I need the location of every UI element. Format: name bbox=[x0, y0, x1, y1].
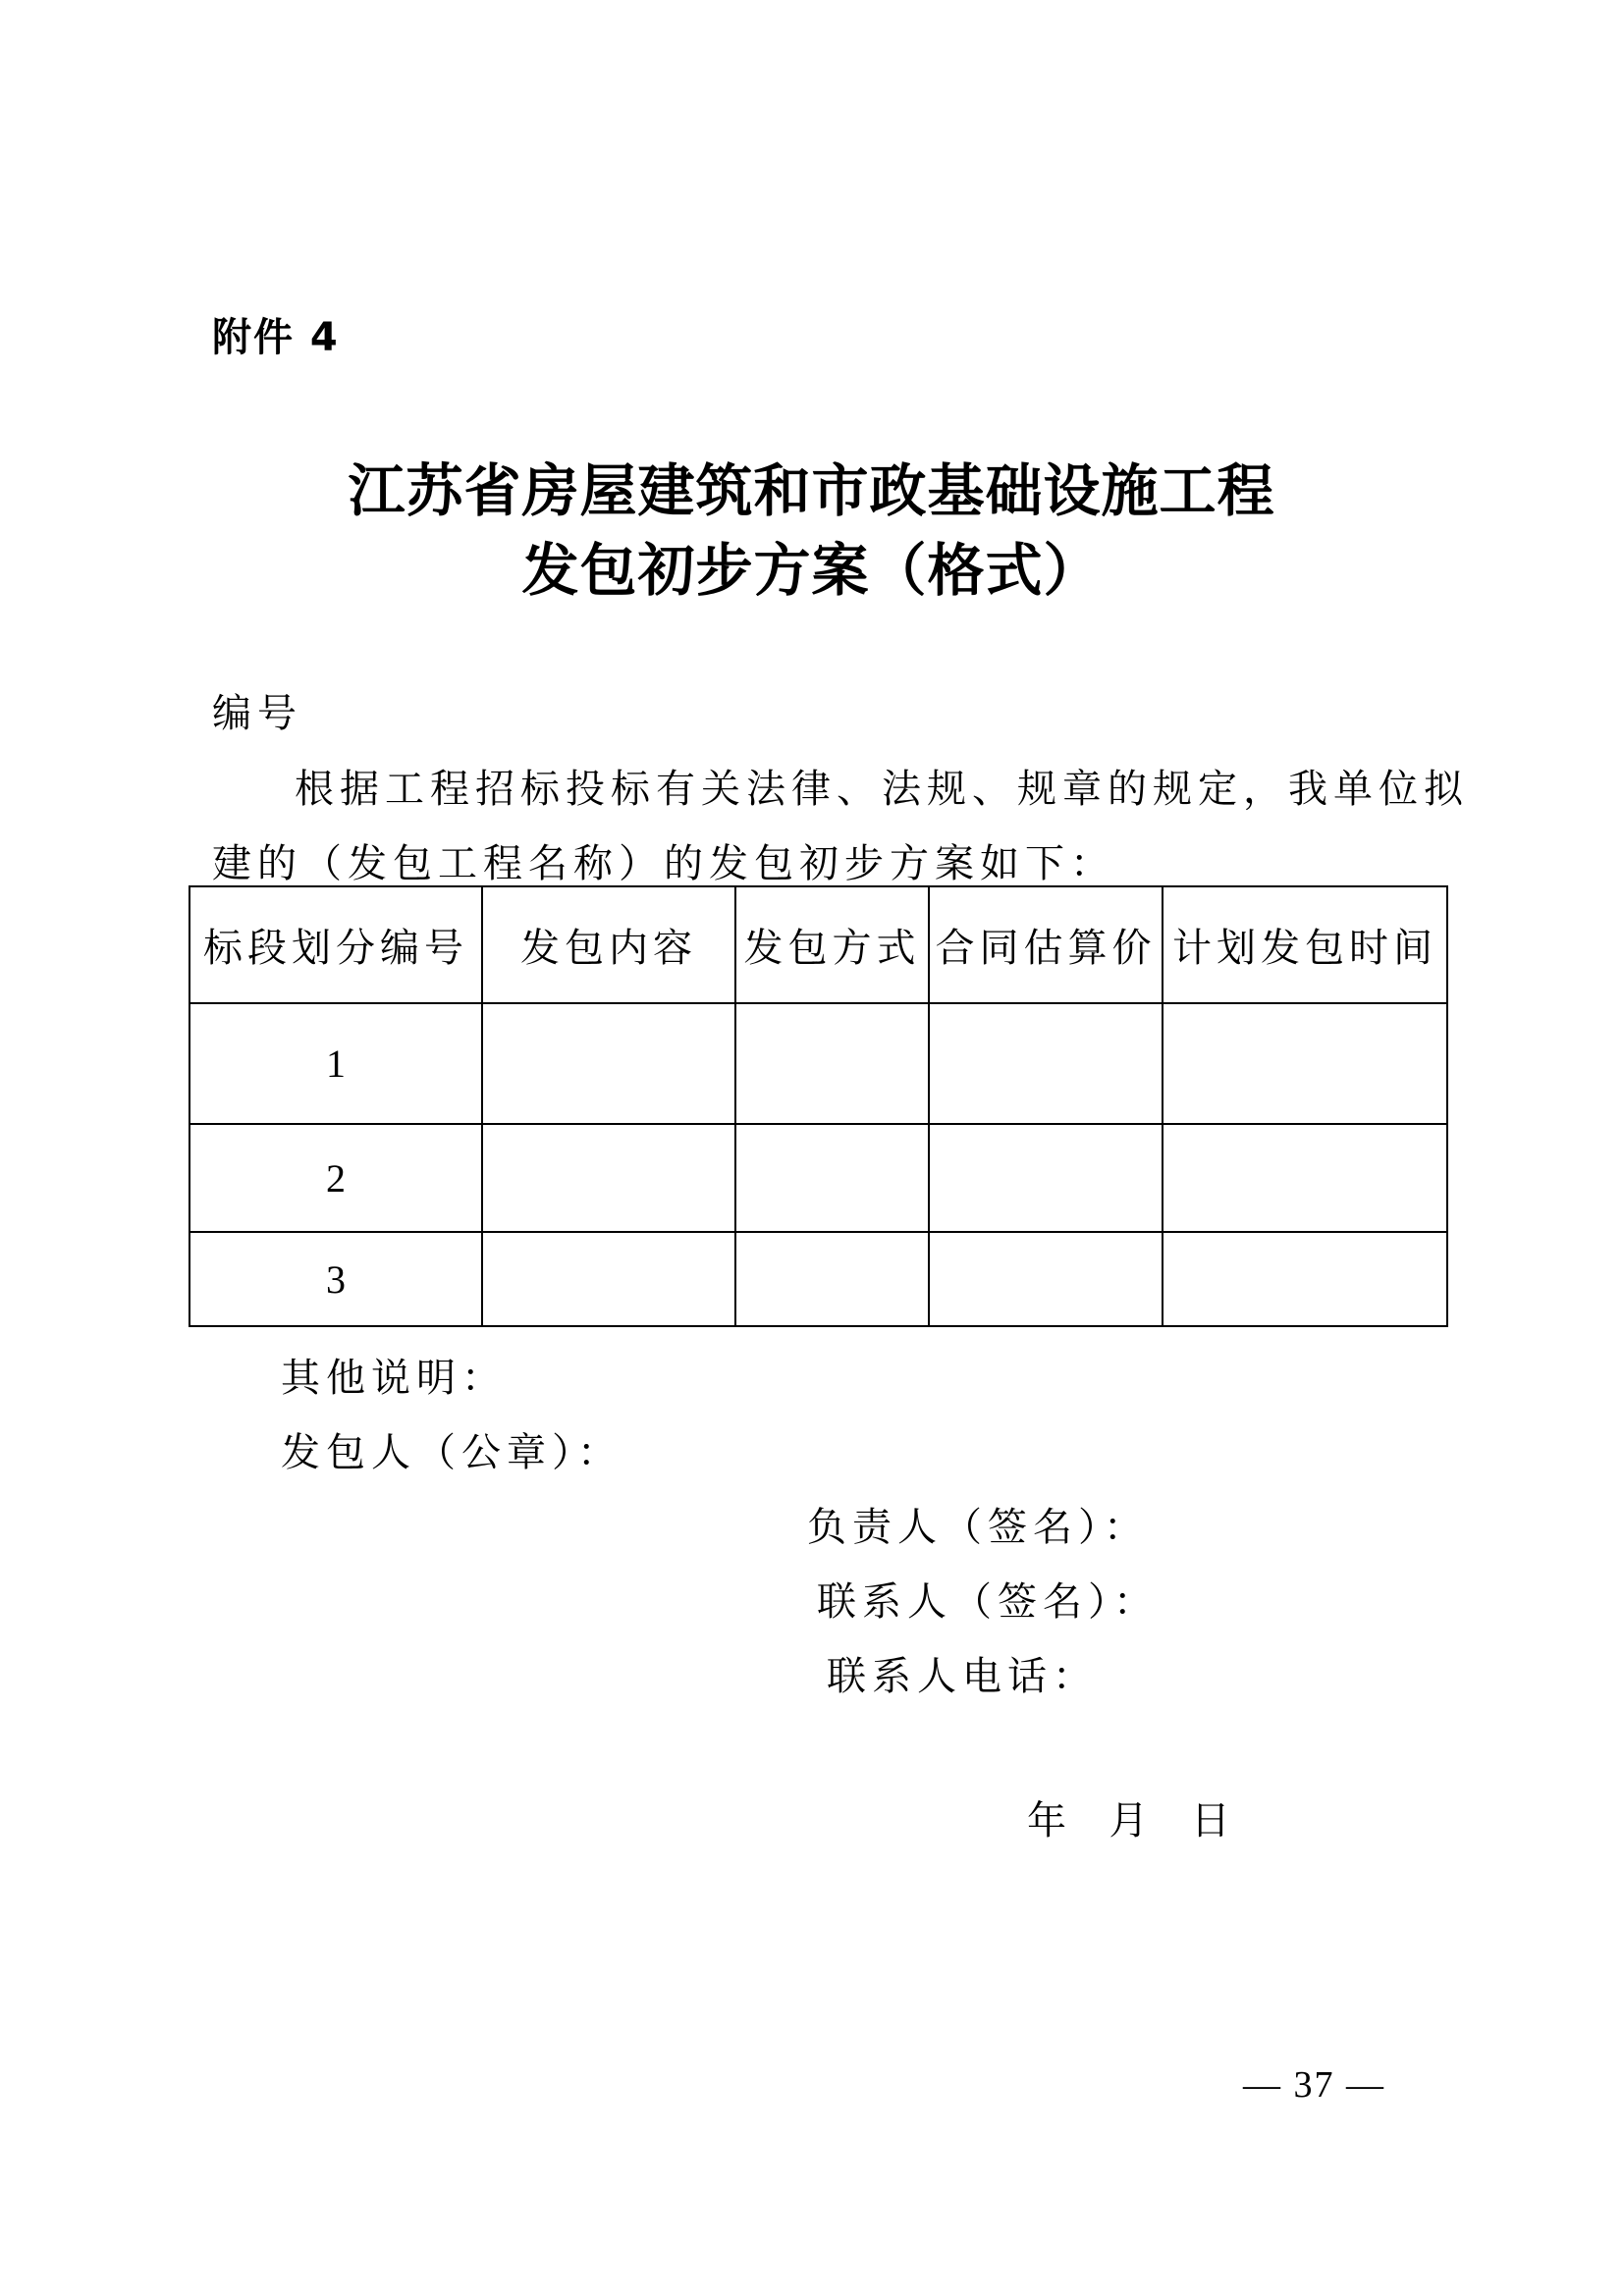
table-cell bbox=[1163, 1124, 1447, 1232]
number-label: 编号 bbox=[212, 691, 302, 736]
employer-label: 发包人（公章）： bbox=[281, 1430, 622, 1475]
contact-phone-label: 联系人电话： bbox=[827, 1654, 1098, 1699]
table-cell bbox=[1163, 1003, 1447, 1124]
table-cell bbox=[482, 1232, 735, 1326]
table-cell bbox=[482, 1003, 735, 1124]
contact-signature-label: 联系人（签名）： bbox=[817, 1579, 1159, 1625]
plan-table bbox=[189, 885, 1448, 1327]
attachment-label: 附件 4 bbox=[212, 315, 340, 360]
notes-label: 其他说明： bbox=[281, 1356, 507, 1401]
table-cell bbox=[735, 1232, 929, 1326]
header-method: 发包方式 bbox=[735, 886, 929, 1003]
table-cell bbox=[482, 1124, 735, 1232]
page-number: — 37 — bbox=[1243, 2064, 1385, 2106]
document-title-line-2: 发包初步方案（格式） bbox=[521, 537, 1102, 604]
table-cell bbox=[1163, 1232, 1447, 1326]
header-estimated-price: 合同估算价 bbox=[929, 886, 1163, 1003]
table-row bbox=[189, 1124, 1447, 1232]
row-number: 2 bbox=[189, 1124, 482, 1232]
row-number: 3 bbox=[189, 1232, 482, 1326]
table-cell bbox=[735, 1124, 929, 1232]
responsible-signature-label: 负责人（签名）： bbox=[807, 1505, 1149, 1550]
table-cell bbox=[929, 1124, 1163, 1232]
table-row bbox=[189, 1003, 1447, 1124]
row-number: 1 bbox=[189, 1003, 482, 1124]
table-header-row bbox=[189, 886, 1447, 1003]
document-title-line-1: 江苏省房屋建筑和市政基础设施工程 bbox=[348, 457, 1275, 524]
header-planned-time: 计划发包时间 bbox=[1163, 886, 1447, 1003]
date-label: 年 月 日 bbox=[1027, 1798, 1236, 1843]
table-cell bbox=[735, 1003, 929, 1124]
header-section-number: 标段划分编号 bbox=[189, 886, 482, 1003]
intro-line-1: 根据工程招标投标有关法律、法规、规章的规定，我单位拟 bbox=[295, 767, 1469, 812]
table-cell bbox=[929, 1003, 1163, 1124]
table-row bbox=[189, 1232, 1447, 1326]
header-content: 发包内容 bbox=[482, 886, 735, 1003]
table-cell bbox=[929, 1232, 1163, 1326]
intro-line-2: 建的（发包工程名称）的发包初步方案如下： bbox=[212, 841, 1115, 886]
